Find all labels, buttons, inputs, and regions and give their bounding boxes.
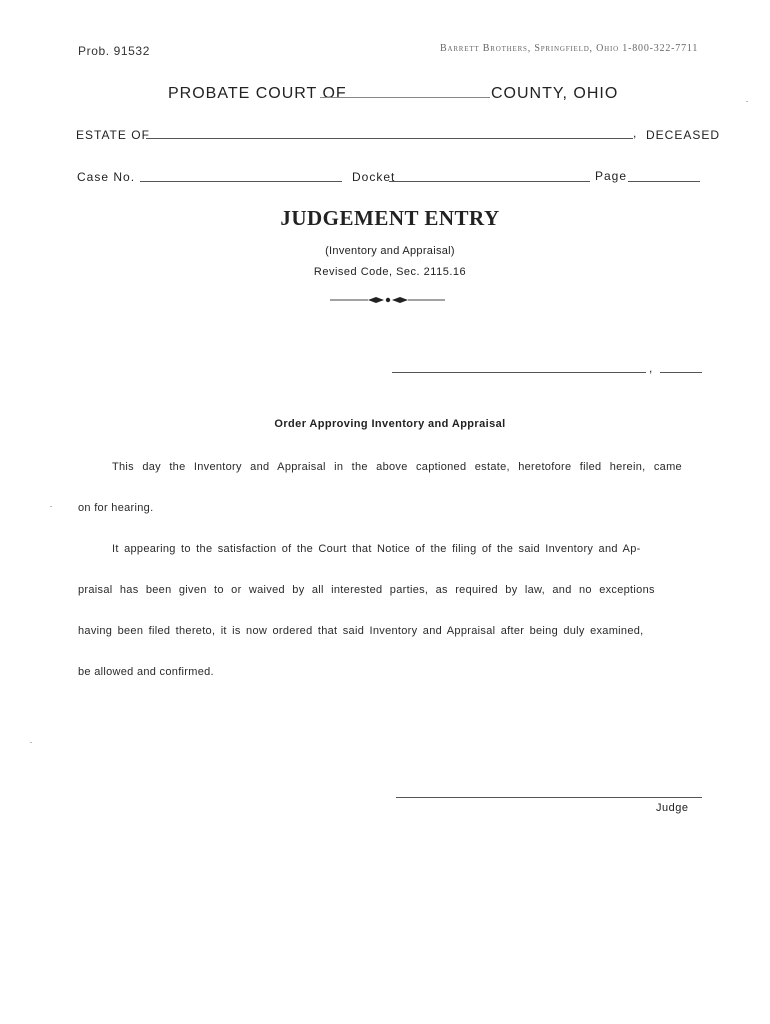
judge-signature-line[interactable] [396, 797, 702, 798]
court-name-suffix: COUNTY, OHIO [491, 85, 619, 102]
page-label: Page [595, 169, 628, 183]
scan-speck [50, 506, 52, 507]
publisher-imprint: Barrett Brothers, Springfield, Ohio 1-800-322-7711 [440, 43, 699, 54]
estate-comma: , [633, 126, 637, 140]
order-heading: Order Approving Inventory and Appraisal [274, 418, 506, 430]
order-text-line: praisal has been given to or waived by all interested parties, as required by law, and no exceptions [78, 584, 655, 596]
order-text-line: having been filed thereto, it is now ordered that said Inventory and Appraisal after being duly examined, [78, 625, 644, 637]
ornament-divider-icon [330, 293, 445, 307]
statute-reference: Revised Code, Sec. 2115.16 [313, 266, 467, 278]
court-name-prefix: PROBATE COURT OF [168, 85, 347, 102]
county-blank-line[interactable] [320, 97, 490, 98]
scan-speck [30, 742, 32, 743]
estate-name-blank-line[interactable] [146, 138, 633, 139]
order-text-line: be allowed and confirmed. [78, 666, 214, 678]
case-number-blank-line[interactable] [140, 181, 342, 182]
document-subtitle: (Inventory and Appraisal) [325, 245, 455, 257]
order-text-line: It appearing to the satisfaction of the Court that Notice of the filing of the said Inventory and Ap- [112, 543, 641, 555]
scan-speck [746, 101, 748, 102]
document-title: JUDGEMENT ENTRY [280, 206, 500, 230]
year-blank-line[interactable] [660, 372, 702, 373]
deceased-label: DECEASED [646, 128, 721, 142]
order-text-line: on for hearing. [78, 502, 154, 514]
form-number: Prob. 91532 [78, 44, 150, 58]
docket-blank-line[interactable] [389, 181, 590, 182]
estate-of-label: ESTATE OF [76, 128, 150, 142]
judge-label: Judge [656, 802, 689, 814]
date-comma: , [649, 361, 653, 375]
docket-label: Docket [352, 170, 396, 184]
page-blank-line[interactable] [628, 181, 700, 182]
date-blank-line[interactable] [392, 372, 646, 373]
case-number-label: Case No. [77, 170, 136, 184]
order-text-line: This day the Inventory and Appraisal in the above captioned estate, heretofore filed herein, came [112, 461, 682, 473]
